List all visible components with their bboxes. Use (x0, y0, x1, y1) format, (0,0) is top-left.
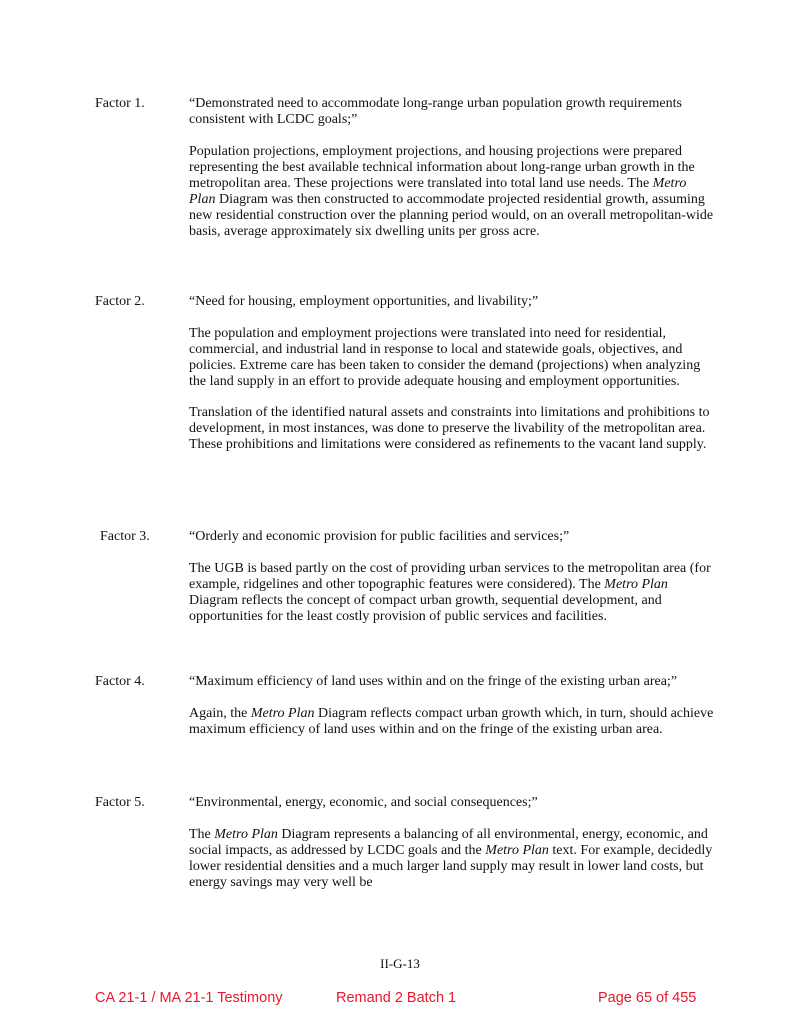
factor-quote: “Demonstrated need to accommodate long-range urban population growth requirements consistent with LCDC goals;” (189, 96, 682, 127)
footer-case-label: CA 21-1 / MA 21-1 Testimony (95, 990, 283, 1006)
factor-1 (95, 96, 715, 255)
factor-paragraph: Again, the Metro Plan Diagram reflects compact urban growth which, in turn, should achieve maximum efficiency of land uses within and on the fringe of the existing urban area. (189, 706, 714, 737)
factor-4 (95, 674, 715, 753)
factor-paragraph: The Metro Plan Diagram represents a balancing of all environmental, energy, economic, and social impacts, as addressed by LCDC goals and the Metro Plan text. For example, decidedly lower residential densities and a much larger land supply may result in lower land costs, but energy savings may very well be (189, 827, 713, 890)
factor-2 (95, 294, 715, 468)
factor-body (189, 294, 715, 453)
factor-quote: “Maximum efficiency of land uses within and on the fringe of the existing urban area;” (189, 674, 678, 689)
page-number: II-G-13 (380, 956, 420, 971)
factor-quote: “Orderly and economic provision for public facilities and services;” (189, 529, 570, 544)
factor-paragraph: The population and employment projections were translated into need for residential, commercial, and industrial land in response to local and statewide goals, objectives, and policies. Extreme care has been taken to consider the demand (projections) when analyzing the land supply in an effort to provide adequate housing and employment opportunities. (189, 326, 701, 389)
factor-quote: “Environmental, energy, economic, and social consequences;” (189, 795, 538, 810)
factor-label: Factor 5. (95, 795, 145, 810)
footer-page-count: Page 65 of 455 (598, 990, 697, 1006)
factor-label: Factor 2. (95, 294, 145, 309)
factor-body (189, 674, 715, 738)
factor-body (189, 795, 715, 891)
factor-label: Factor 4. (95, 674, 145, 689)
factor-5 (95, 795, 715, 906)
factor-paragraph: Translation of the identified natural assets and constraints into limitations and prohibitions to development, in most instances, was done to preserve the livability of the metropolitan area. These prohibitions and limitations were considered as refinements to the vacant land supply. (189, 405, 710, 452)
factor-paragraph: Population projections, employment projections, and housing projections were prepared representing the best available technical information about long-range urban growth in the metropolitan area. These projections were translated into total land use needs. The Metro Plan Diagram was then constructed to accommodate projected residential growth, assuming new residential construction over the planning period would, on an overall metropolitan-wide basis, average approximately six dwelling units per gross acre. (189, 144, 714, 239)
factor-label: Factor 3. (100, 529, 150, 544)
factor-body (189, 529, 715, 625)
factor-paragraph: The UGB is based partly on the cost of providing urban services to the metropolitan area (for example, ridgelines and other topographic features were considered). The Metro Plan Diagram reflects the concept of compact urban growth, sequential development, and opportunities for the least costly provision of public services and facilities. (189, 561, 711, 624)
factor-body (189, 96, 715, 240)
factor-label: Factor 1. (95, 96, 145, 111)
factor-quote: “Need for housing, employment opportunities, and livability;” (189, 294, 539, 309)
footer-batch-label: Remand 2 Batch 1 (336, 990, 457, 1006)
factor-3 (95, 529, 715, 640)
